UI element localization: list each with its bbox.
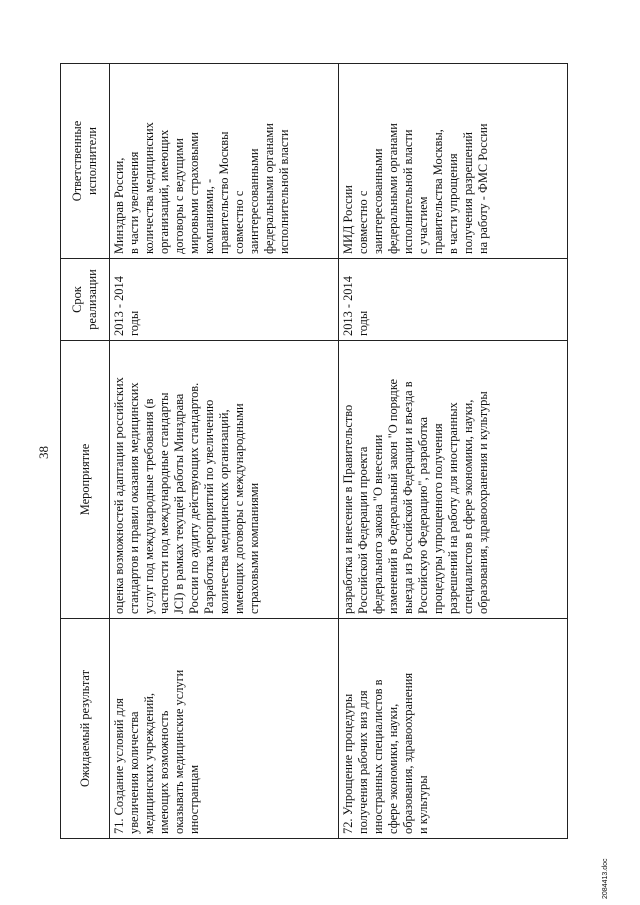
header-responsible: Ответственные исполнители xyxy=(61,64,110,259)
header-term: Срок реализации xyxy=(61,259,110,341)
cell-term: 2013 - 2014 годы xyxy=(110,259,339,341)
document-code: 2084413.doc xyxy=(602,858,609,899)
cell-responsible: МИД России совместно с заинтересованными федеральными органами исполнительной власти с участием правительства Москвы, в части упрощения получения разрешений на работу - ФМС России xyxy=(339,64,568,259)
measures-table xyxy=(60,63,568,839)
header-expected-result: Ожидаемый результат xyxy=(61,619,110,839)
cell-result: 72. Упрощение процедуры получения рабочих виз для иностранных специалистов в сфере экономики, науки, образования, здравоохранения и культуры xyxy=(339,619,568,839)
header-measure: Мероприятие xyxy=(61,341,110,619)
cell-term: 2013 - 2014 годы xyxy=(339,259,568,341)
page-number: 38 xyxy=(36,446,51,459)
table-row xyxy=(339,64,568,839)
cell-measure: разработка и внесение в Правительство Российской Федерации проекта федерального закона "О внесении изменений в Федеральный закон "О порядке выезда из Российской Федерации и въезда в Российскую Федерацию", разработка процедуры упрощенного получения разрешений на работу для иностранных специалистов в сфере экономики, науки, образования, здравоохранения и культуры xyxy=(339,341,568,619)
table-row xyxy=(110,64,339,839)
cell-result: 71. Создание условий для увеличения количества медицинских учреждений, имеющих возможность оказывать медицинские услуги иностранцам xyxy=(110,619,339,839)
cell-responsible: Минздрав России, в части увеличения количества медицинских организаций, имеющих договоры с ведущими мировыми страховыми компаниями, - правительство Москвы совместно с заинтересованными федеральными органами исполнительной власти xyxy=(110,64,339,259)
table-header-row xyxy=(61,64,110,839)
cell-measure: оценка возможностей адаптации российских стандартов и правил оказания медицинских услуг под международные требования (в частности под международные стандарты JCI) в рамках текущей работы Минздрава России по аудиту действующих стандартов. Разработка мероприятий по увеличению количества медицинских организаций, имеющих договоры с международными страховыми компаниями xyxy=(110,341,339,619)
